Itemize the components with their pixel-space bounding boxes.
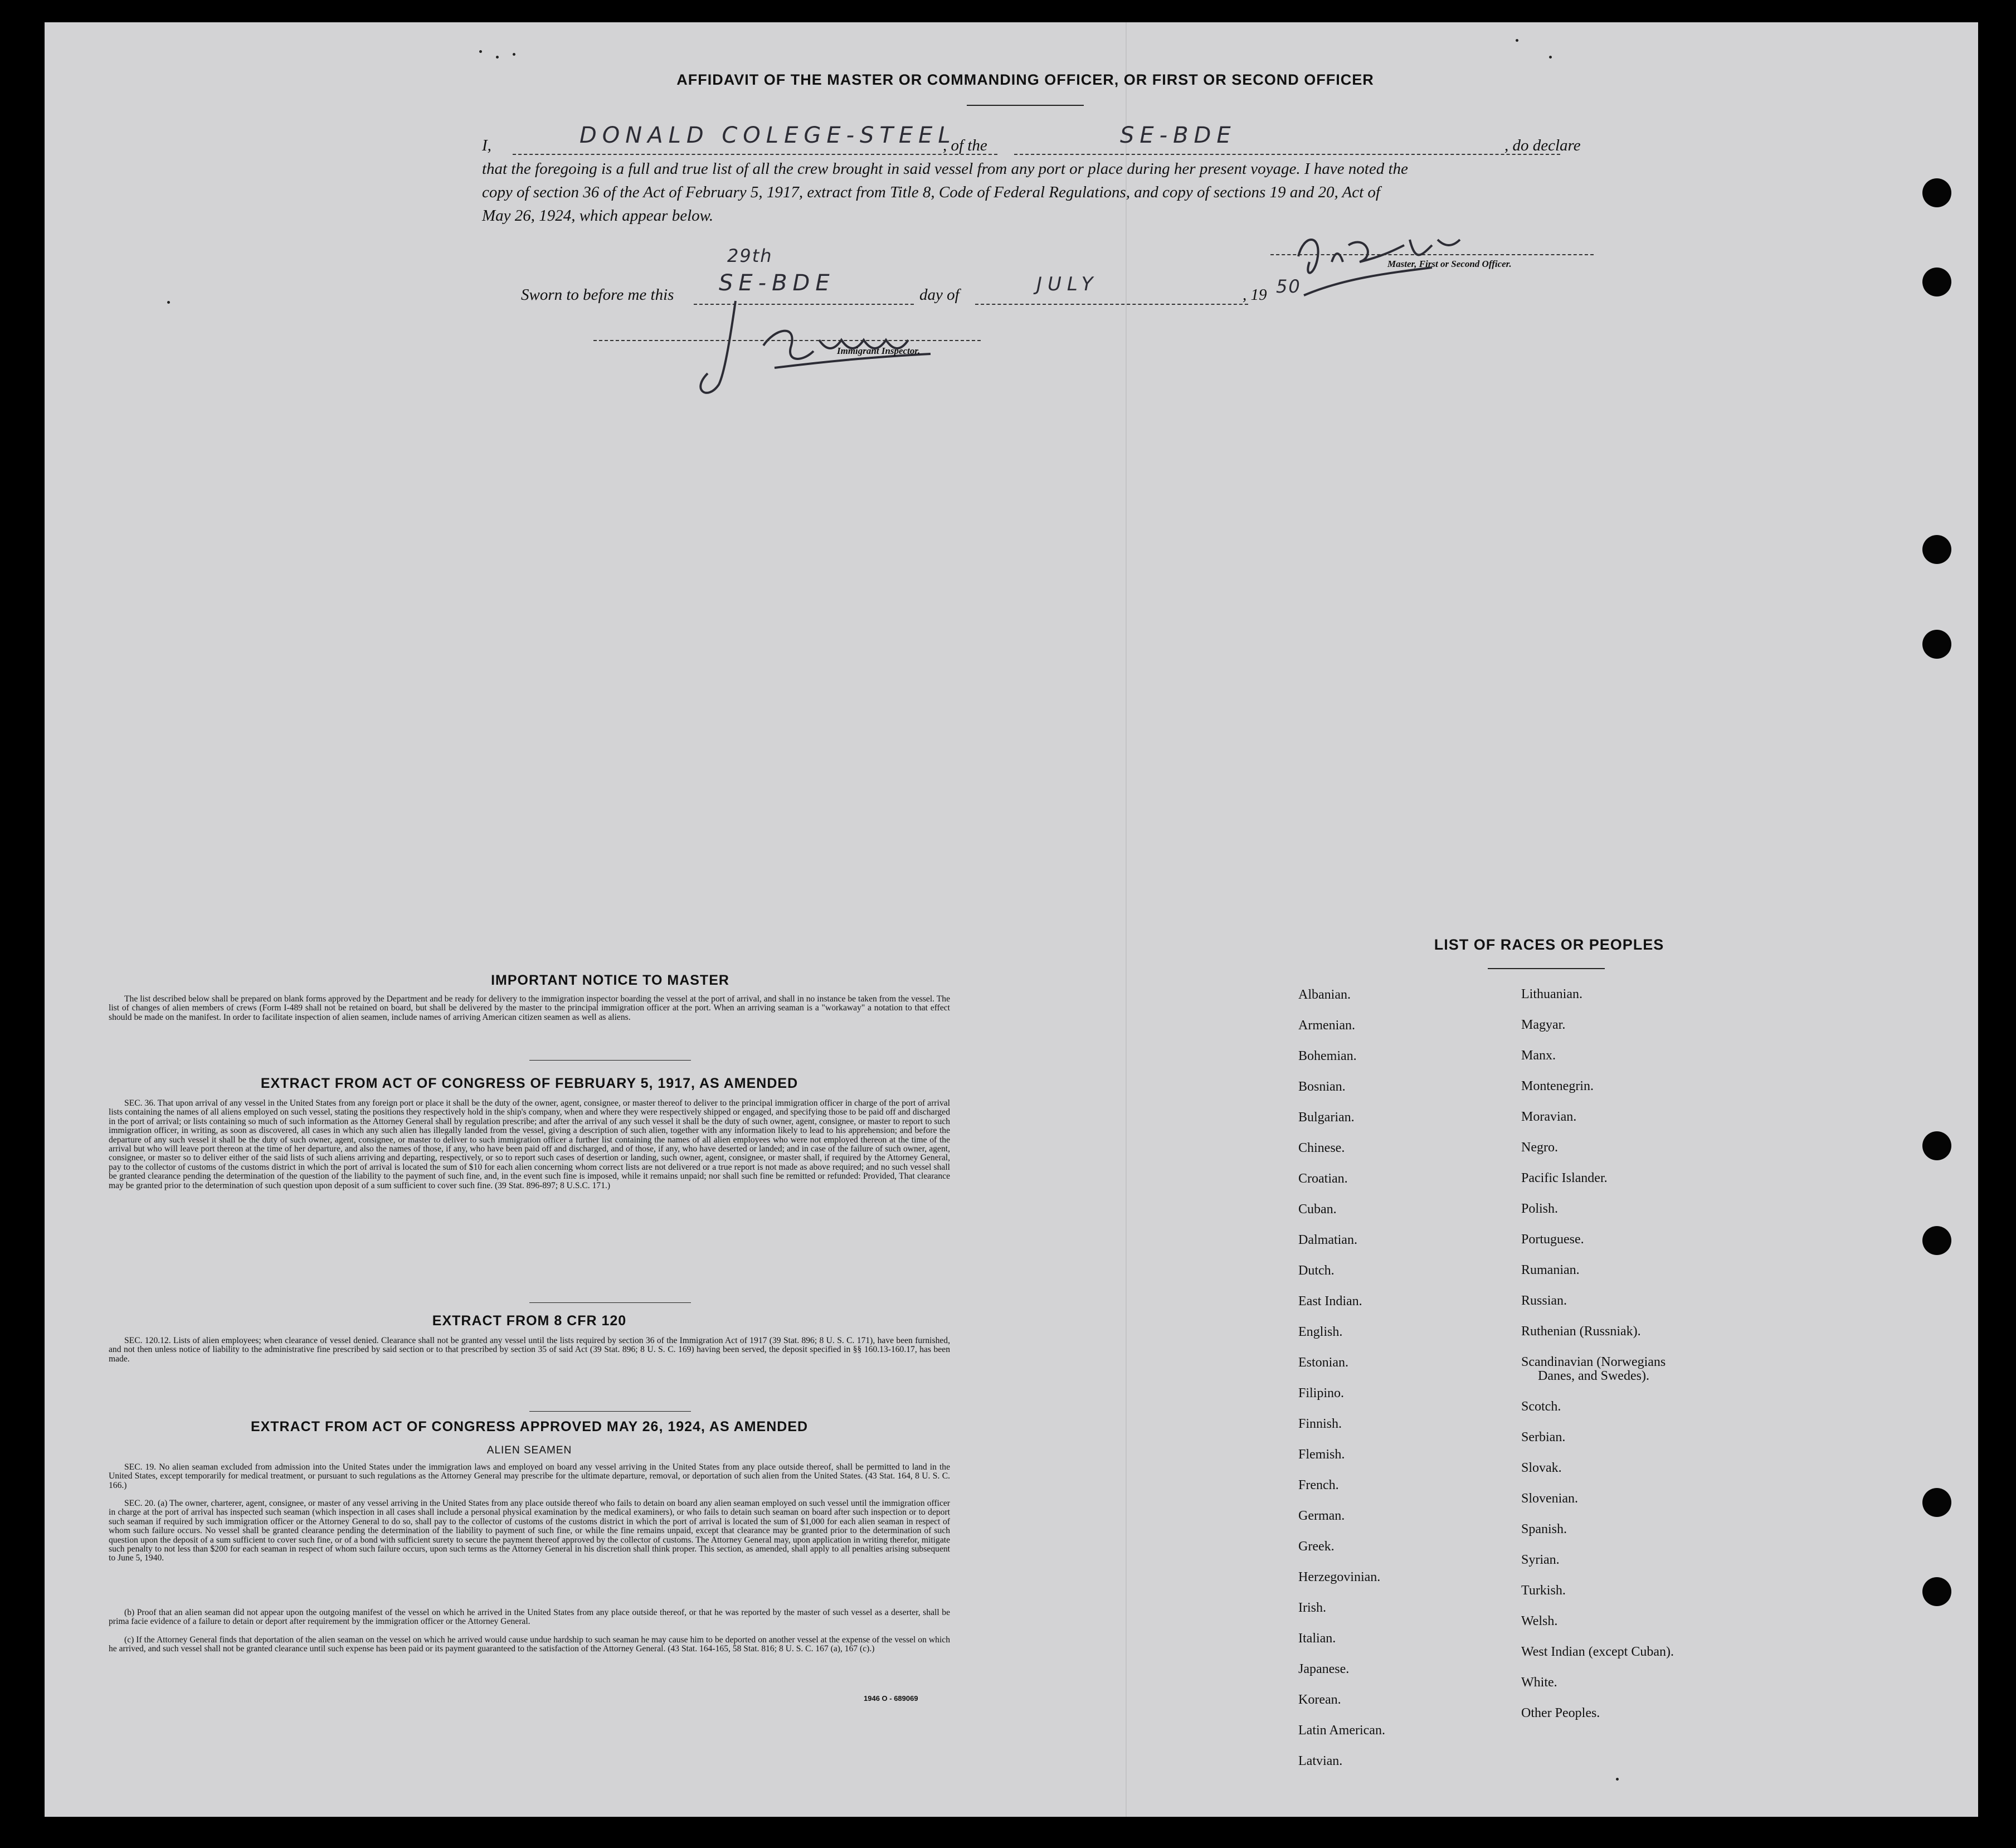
month-value: JULY — [1036, 273, 1099, 295]
race-item: Croatian. — [1298, 1171, 1348, 1186]
speck — [1616, 1778, 1619, 1781]
race-item: Other Peoples. — [1521, 1706, 1600, 1720]
races-right-column — [1521, 986, 1800, 1736]
race-item: Korean. — [1298, 1693, 1341, 1707]
affidavit-line-4: May 26, 1924, which appear below. — [482, 207, 714, 225]
extract-1924-sec19: SEC. 19. No alien seaman excluded from admission into the United States under the immigration laws and employed on board any vessel arriving in the United States from any place outside thereof, shall be permitted to land in the United States, except temporarily for medical treatment, or pursuant to such regulations as the Attorney General may prescribe for the ultimate departure, removal, or deportation of such alien from the United States. (43 Stat. 164, 8 U. S. C. 166.) — [109, 1462, 950, 1490]
extract-1924-sec20b: (b) Proof that an alien seaman did not appear upon the outgoing manifest of the vessel on which he arrived in the United States from any place outside thereof, or that he was reported by the master of such vessel as a deserter, shall be prima facie evidence of a failure to detain or deport after requirement by the immigration officer or the Attorney General. — [109, 1608, 950, 1627]
speck — [167, 301, 170, 304]
title-rule — [967, 105, 1084, 106]
race-item: Greek. — [1298, 1539, 1335, 1554]
affidavit-prefix: I, — [482, 137, 491, 154]
race-item: Negro. — [1521, 1140, 1558, 1155]
affidavit-title: AFFIDAVIT OF THE MASTER OR COMMANDING OFFICER, OR FIRST OR SECOND OFFICER — [676, 71, 1374, 88]
race-item: Ruthenian (Russniak). — [1521, 1324, 1641, 1339]
extract-1917-title: EXTRACT FROM ACT OF CONGRESS OF FEBRUARY 5, 1917, AS AMENDED — [260, 1076, 798, 1091]
race-item: Manx. — [1521, 1048, 1556, 1063]
year-prefix: , 19 — [1243, 286, 1267, 304]
extract-cfr-title: EXTRACT FROM 8 CFR 120 — [432, 1313, 627, 1329]
speck — [496, 56, 499, 59]
races-left-column — [1298, 986, 1510, 1783]
race-item: Turkish. — [1521, 1583, 1566, 1598]
race-item: Scotch. — [1521, 1399, 1561, 1414]
race-item: White. — [1521, 1675, 1557, 1690]
race-item: Russian. — [1521, 1293, 1567, 1308]
race-item: Bohemian. — [1298, 1049, 1357, 1063]
speck — [1516, 39, 1518, 42]
race-item: Bosnian. — [1298, 1079, 1346, 1094]
binder-hole — [1922, 178, 1951, 207]
race-item: Lithuanian. — [1521, 987, 1582, 1001]
race-item: Albanian. — [1298, 988, 1351, 1002]
inspector-signature-line — [593, 340, 981, 341]
of-the-label: , of the — [943, 137, 987, 154]
race-item: Danes, and Swedes). — [1538, 1369, 1649, 1383]
races-title: LIST OF RACES OR PEOPLES — [1434, 936, 1664, 953]
race-item: Japanese. — [1298, 1662, 1350, 1676]
race-item: Moravian. — [1521, 1110, 1577, 1124]
section-rule — [529, 1302, 691, 1303]
binder-hole — [1922, 268, 1951, 296]
inspector-signature — [674, 290, 986, 401]
extract-1924-sec20a: SEC. 20. (a) The owner, charterer, agent, consignee, or master of any vessel arriving in the United States from any place outside thereof who fails to detain on board any alien seaman employed on such vessel until the immigration officer in charge at the port of arrival has inspected such seaman (which inspection in all cases shall include a personal physical examination by the medical examiners), or who fails to detain such seaman on board after such inspection or to deport such seaman if required by such immigration officer or the Attorney General to do so, shall pay to the collector of customs of the customs district in which the port of arrival is located the sum of $1,000 for each alien seaman in respect of whom such failure occurs. No vessel shall be granted clearance pending the determination of the liability to payment of such fine, or while the fine remains unpaid, except that clearance may be granted prior to the determination of such question upon the deposit of a sum sufficient to cover such fine, or of a bond with sufficient surety to secure the payment thereof approved by the collector of customs. The Attorney General may, upon application in writing therefor, mitigate such penalty to not less than $200 for each seaman in respect of whom such failure occurs, upon such terms as the Attorney General in his discretion shall think proper. This section, as amended, shall apply to all penalties arising subsequent to June 5, 1940. — [109, 1499, 950, 1563]
extract-cfr-body: SEC. 120.12. Lists of alien employees; when clearance of vessel denied. Clearance shall not be granted any vessel until the lists required by section 36 of the Immigration Act of 1917 (39 Stat. 896; 8 U. S. C. 171), have been furnished, and not then unless notice of liability to the administrative fine prescribed by said section or to that prescribed by section 35 of said Act (39 Stat. 896; 8 U. S. C. 169) having been served, the deposit specified in §§ 160.13-160.17, has been made. — [109, 1336, 950, 1364]
speck — [479, 50, 482, 53]
section-rule — [529, 1411, 691, 1412]
notice-title: IMPORTANT NOTICE TO MASTER — [491, 972, 729, 988]
day-of-label: day of — [919, 286, 960, 304]
extract-1924-sec20c: (c) If the Attorney General finds that deportation of the alien seaman on the vessel on which he arrived would cause undue hardship to such seaman he may cause him to be deported on another vessel at the expense of the vessel on which he arrived, and such vessel shall not be granted clearance until such expense has been paid or its payment guaranteed to the satisfaction of the Attorney General. (43 Stat. 164-165, 58 Stat. 816; 8 U. S. C. 167 (a), 167 (c).) — [109, 1635, 950, 1654]
race-item: Montenegrin. — [1521, 1079, 1594, 1093]
extract-1924-title: EXTRACT FROM ACT OF CONGRESS APPROVED MAY 26, 1924, AS AMENDED — [250, 1419, 809, 1434]
race-item: Dutch. — [1298, 1263, 1335, 1278]
race-item: East Indian. — [1298, 1294, 1362, 1309]
inspector-label: Immigrant Inspector. — [837, 346, 921, 356]
race-item: Armenian. — [1298, 1018, 1355, 1033]
section-rule — [529, 1060, 691, 1061]
notice-body: The list described below shall be prepared on blank forms approved by the Department and be ready for delivery to the immigration inspector boarding the vessel at the port of arrival, and shall in no instance be taken from the vessel. The list of changes of alien members of crews (Form I-489 shall not be retained on board, but shall be delivered by the master to the principal immigration officer at the port. When an arriving seaman is a "workaway" a notation to that effect should be made on the manifest. In order to facilitate inspection of alien seamen, include names of arriving American citizen seamen as well as aliens. — [109, 994, 950, 1022]
race-item: Estonian. — [1298, 1355, 1348, 1370]
race-item: Spanish. — [1521, 1522, 1567, 1536]
race-item: Bulgarian. — [1298, 1110, 1355, 1125]
sworn-vessel: SE-BDE — [719, 270, 835, 296]
name-line — [513, 154, 997, 155]
year-suffix: 50 — [1276, 276, 1301, 297]
race-item: Latvian. — [1298, 1754, 1343, 1768]
race-item: Magyar. — [1521, 1018, 1566, 1032]
print-code: 1946 O - 689069 — [864, 1694, 918, 1703]
race-item: Rumanian. — [1521, 1263, 1580, 1277]
master-signature-line — [1270, 254, 1594, 255]
race-item: Italian. — [1298, 1631, 1336, 1646]
race-item: Filipino. — [1298, 1386, 1345, 1400]
document-page — [45, 22, 1978, 1817]
binder-hole — [1922, 535, 1951, 564]
master-label: Master, First or Second Officer. — [1387, 259, 1512, 269]
race-item: German. — [1298, 1509, 1345, 1523]
race-item: French. — [1298, 1478, 1339, 1492]
binder-hole — [1922, 630, 1951, 659]
race-item: Herzegovinian. — [1298, 1570, 1381, 1584]
race-item: Slovenian. — [1521, 1491, 1578, 1506]
binder-hole — [1922, 1577, 1951, 1606]
fold-line — [1126, 22, 1127, 1817]
vessel-line — [1014, 154, 1560, 155]
declarant-name: DONALD COLEGE-STEEL — [580, 123, 956, 148]
race-item: Chinese. — [1298, 1141, 1345, 1155]
race-item: Slovak. — [1521, 1461, 1562, 1475]
race-item: Irish. — [1298, 1601, 1326, 1615]
month-line — [975, 304, 1248, 305]
race-item: Welsh. — [1521, 1614, 1558, 1628]
race-item: Scandinavian (Norwegians — [1521, 1355, 1666, 1369]
speck — [1549, 56, 1552, 59]
speck — [513, 53, 515, 56]
sworn-day-number: 29th — [727, 245, 773, 266]
race-item: Polish. — [1521, 1202, 1559, 1216]
affidavit-line-3: copy of section 36 of the Act of February 5, 1917, extract from Title 8, Code of Federal Regulations, and copy of sections 19 and 20, Act of — [482, 183, 1380, 201]
race-item: Flemish. — [1298, 1447, 1345, 1462]
race-item: West Indian (except Cuban). — [1521, 1645, 1674, 1659]
race-item: Pacific Islander. — [1521, 1171, 1608, 1185]
races-title-rule — [1488, 968, 1605, 969]
race-item: English. — [1298, 1325, 1343, 1339]
binder-hole — [1922, 1488, 1951, 1517]
do-declare-label: , do declare — [1504, 137, 1581, 154]
binder-hole — [1922, 1131, 1951, 1160]
race-item: Finnish. — [1298, 1417, 1342, 1431]
race-item: Dalmatian. — [1298, 1233, 1357, 1247]
race-item: Serbian. — [1521, 1430, 1566, 1445]
affidavit-line-2: that the foregoing is a full and true list of all the crew brought in said vessel from any port or place during her present voyage. I have noted the — [482, 160, 1408, 178]
sworn-label: Sworn to before me this — [521, 286, 674, 304]
extract-1924-subtitle: ALIEN SEAMEN — [486, 1445, 572, 1456]
binder-hole — [1922, 1226, 1951, 1255]
race-item: Syrian. — [1521, 1553, 1560, 1567]
vessel-name: SE-BDE — [1120, 123, 1236, 148]
race-item: Portuguese. — [1521, 1232, 1584, 1247]
race-item: Latin American. — [1298, 1723, 1385, 1738]
race-item: Cuban. — [1298, 1202, 1337, 1217]
extract-1917-body: SEC. 36. That upon arrival of any vessel in the United States from any foreign port or place it shall be the duty of the owner, agent, consignee, or master thereof to deliver to the principal immigration officer in charge of the port of arrival lists containing the names of all aliens employed on such vessel, stating the positions they respectively hold in the ship's company, when and where they were respectively shipped or engaged, and specifying those to be paid off and discharged in the port of arrival; or lists containing so much of such information as the Attorney General shall by regulation prescribe; and after the arrival of any such vessel it shall be the duty of such owner, agent, consignee, or master to report to such immigration officer, in writing, as soon as discovered, all cases in which any such alien has illegally landed from the vessel, giving a description of such alien, together with any information likely to lead to his apprehension; and before the departure of any such vessel it shall be the duty of such owner, agent, consignee, or master to deliver to such immigration officer a further list containing the names of all alien employees who were not employed thereon at the time of the arrival but who will leave port thereon at the time of her departure, and also the names of those, if any, who have been paid off and discharged, and of those, if any, who have deserted or landed; and in case of the failure of such owner, agent, consignee, or master so to deliver either of the said lists of such aliens arriving and departing, respectively, or so to report such cases of desertion or landing, such owner, agent, consignee, or master shall, if required by the Attorney General, pay to the collector of customs of the customs district in which the port of arrival is located the sum of $10 for each alien concerning whom correct lists are not delivered or a true report is not made as above required; and no such vessel shall be granted clearance pending the determination of the question of the liability to the payment of such fine, and, in the event such fine is imposed, while it remains unpaid; nor shall such fine be remitted or refunded: Provided, That clearance may be granted prior to the determination of such question upon deposit of a sum sufficient to cover such fine. (39 Stat. 896-897; 8 U.S.C. 171.) — [109, 1098, 950, 1190]
